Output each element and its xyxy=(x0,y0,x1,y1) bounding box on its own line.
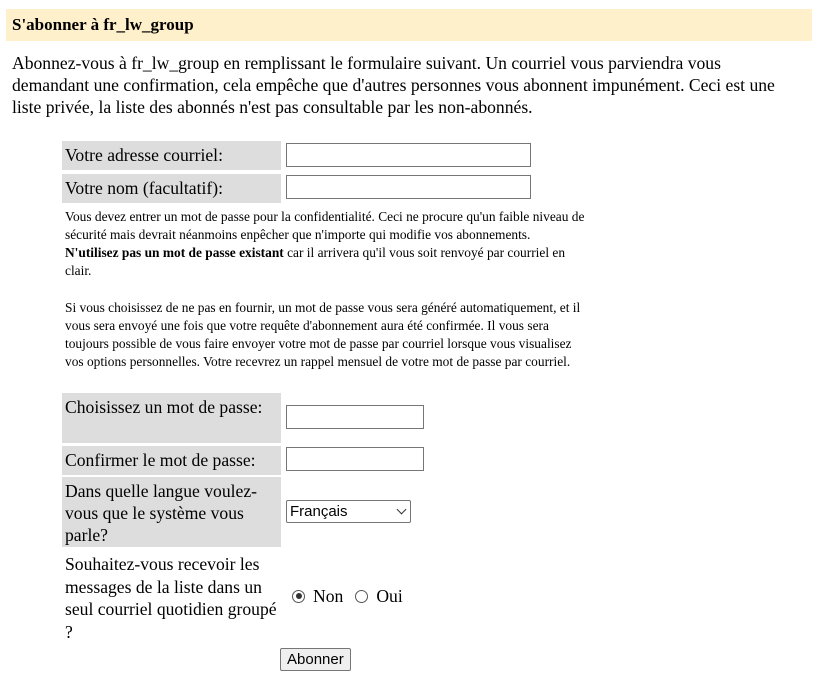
password-label: Choisissez un mot de passe: xyxy=(62,393,281,443)
digest-yes-label: Oui xyxy=(376,585,403,606)
password-note-text-end: car il arrivera qu'il vous soit renvoyé par courriel en clair. xyxy=(65,245,566,278)
password-note-text: Vous devez entrer un mot de passe pour la confidentialité. Ceci ne procure qu'un faible niveau de sécurité mais devrait néanmoins enpêcher que n'importe qui modifie vos abonnements. xyxy=(65,209,585,242)
intro-text: Abonnez-vous à fr_lw_group en remplissant le formulaire suivant. Un courriel vous parviendra vous demandant une confirmation, cela empêche que d'autres personnes vous abonnent impunément. Ceci est une liste privée, la liste des abonnés n'est pas consultable par les non-abonnés. xyxy=(12,53,775,117)
name-field[interactable] xyxy=(286,175,531,199)
language-label: Dans quelle langue voulez-vous que le système vous parle? xyxy=(62,477,281,547)
language-select-value: Français xyxy=(290,503,348,520)
digest-radio-group xyxy=(290,585,403,607)
password-warning: N'utilisez pas un mot de passe existant xyxy=(65,245,284,260)
password-confirm-field[interactable] xyxy=(286,447,424,471)
password-field[interactable] xyxy=(286,405,424,429)
digest-no-radio[interactable] xyxy=(292,590,305,603)
password-confirm-label: Confirmer le mot de passe: xyxy=(62,446,281,475)
password-note-generated: Si vous choisissez de ne pas en fournir, un mot de passe vous sera généré automatiquement, et il vous sera envoyé une fois que votre requête d'abonnement aura été confirmée. Il vous sera toujours possible de vous faire envoyer votre mot de passe par courriel lorsque vous visualisez vos options personnelles. Votre recevrez un rappel mensuel de votre mot de passe par courriel. xyxy=(65,300,581,369)
digest-label: Souhaitez-vous recevoir les messages de la liste dans un seul courriel quotidien groupé ? xyxy=(65,554,277,642)
digest-no-label: Non xyxy=(313,585,344,606)
password-note xyxy=(65,208,585,280)
name-label: Votre nom (facultatif): xyxy=(62,174,281,203)
page-header xyxy=(6,9,812,41)
subscribe-button[interactable]: Abonner xyxy=(280,648,351,671)
email-field[interactable] xyxy=(286,143,531,167)
chevron-down-icon xyxy=(397,505,407,515)
email-label: Votre adresse courriel: xyxy=(62,141,281,170)
digest-yes-radio[interactable] xyxy=(355,590,368,603)
page-title: S'abonner à fr_lw_group xyxy=(12,15,194,34)
language-select[interactable] xyxy=(286,500,411,523)
